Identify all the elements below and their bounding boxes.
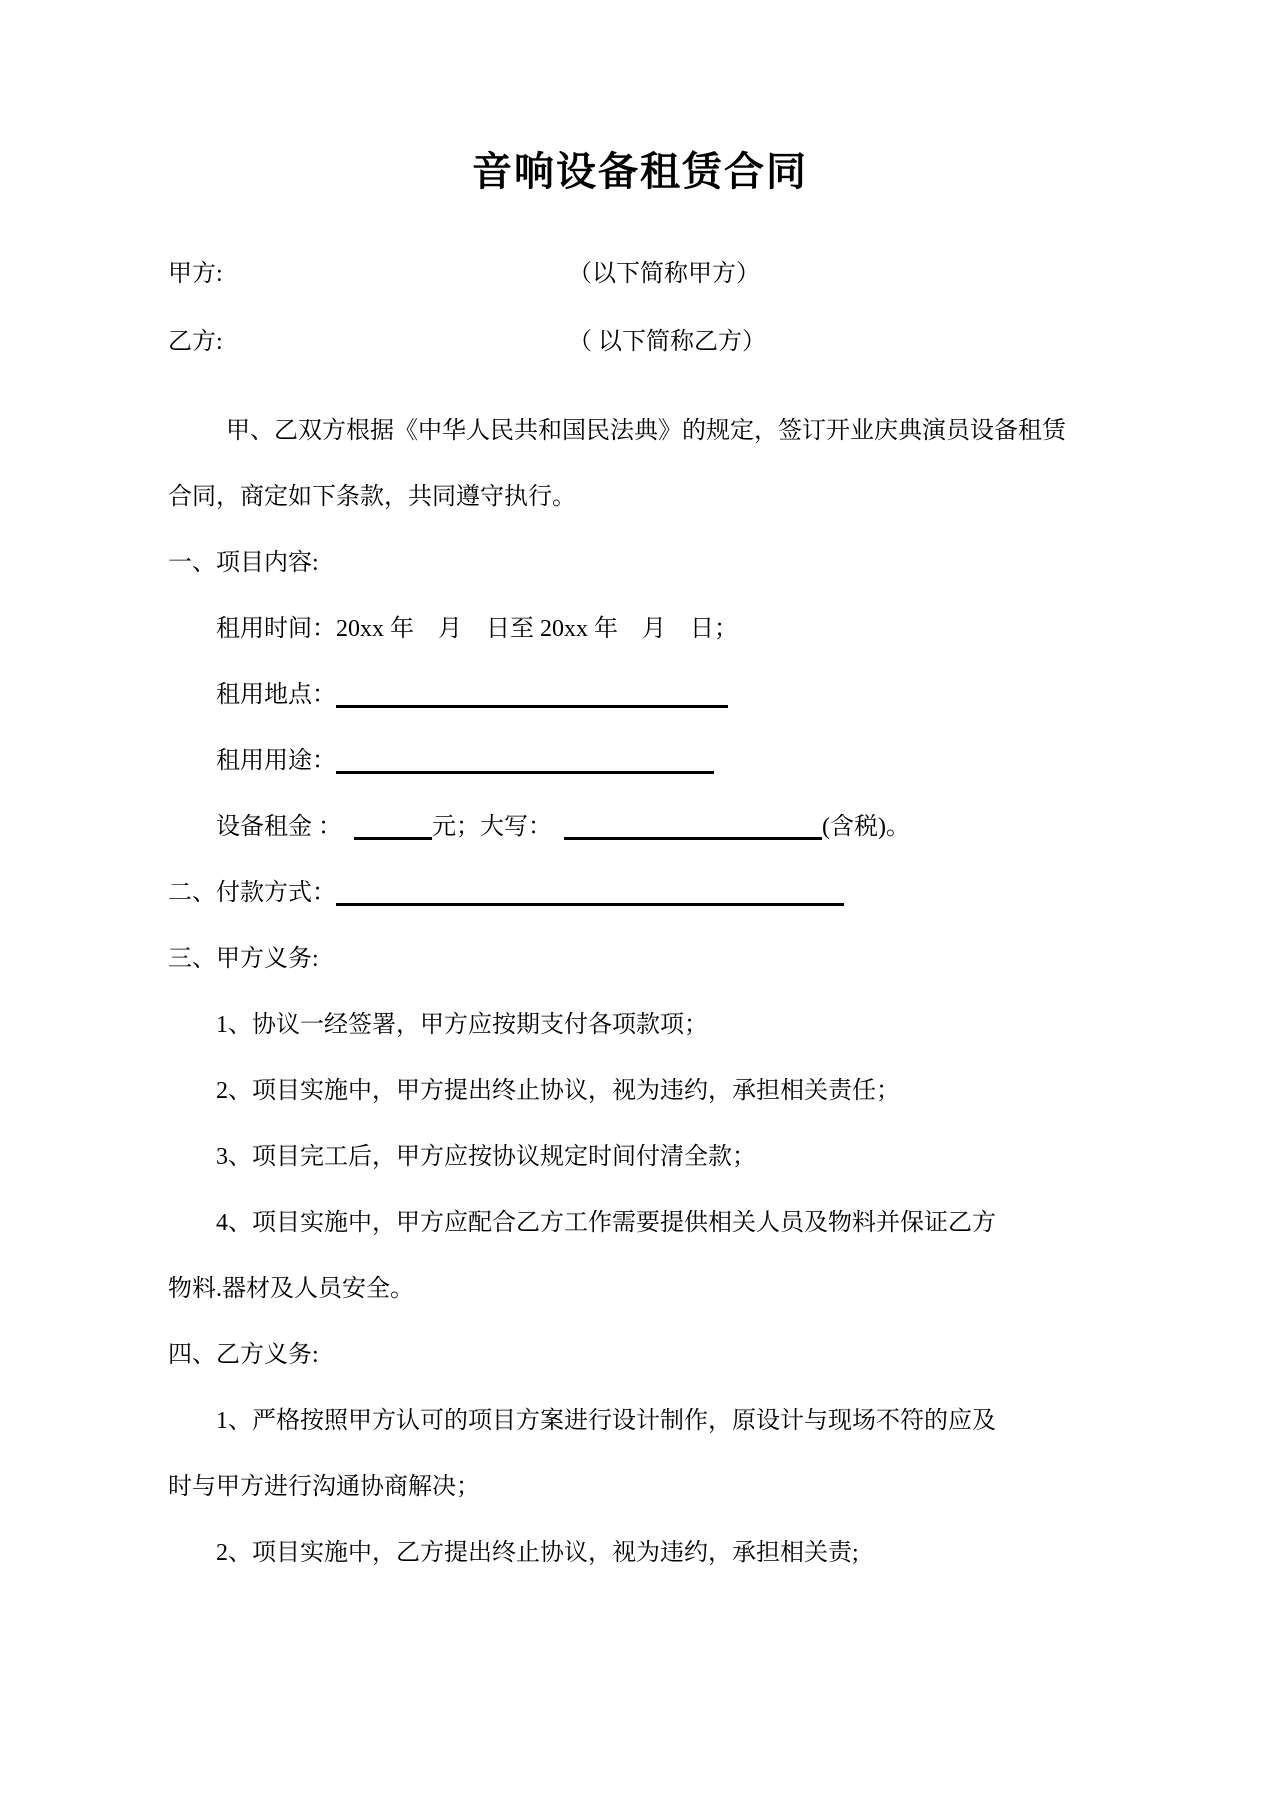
equipment-rent-capital-input[interactable]	[564, 837, 822, 840]
party-row-a	[168, 262, 1112, 286]
section-heading-party-a-duties-label: 三、甲方义务:	[168, 946, 319, 972]
equipment-rent-unit-label: 元；大写：	[432, 814, 552, 840]
equipment-rent-label: 设备租金 ：	[216, 814, 342, 840]
rental-place-input[interactable]	[336, 705, 728, 708]
section-heading-payment	[168, 860, 1112, 926]
parties-block	[168, 262, 1112, 354]
section-heading-party-b-duties-label: 四、乙方义务:	[168, 1342, 319, 1368]
list-item: 1、严格按照甲方认可的项目方案进行设计制作，原设计与现场不符的应及	[216, 1408, 996, 1434]
section-heading-party-b-duties	[168, 1322, 1112, 1388]
party-b-note: （ 以下简称乙方）	[568, 329, 766, 355]
equipment-rent-tax-note: (含税)。	[822, 814, 910, 840]
preamble-line-1: 甲、乙双方根据《中华人民共和国民法典》的规定，签订开业庆典演员设备租赁	[226, 418, 1066, 444]
payment-method-input[interactable]	[336, 903, 844, 906]
rental-place-row	[168, 662, 1112, 728]
list-item: 4、项目实施中，甲方应配合乙方工作需要提供相关人员及物料并保证乙方	[216, 1210, 996, 1236]
preamble-line-2: 合同，商定如下条款，共同遵守执行。	[168, 484, 576, 510]
rental-time-value: 20xx 年 月 日至 20xx 年 月 日；	[336, 616, 738, 642]
list-item: 1、协议一经签署，甲方应按期支付各项款项；	[216, 1012, 708, 1038]
rental-time-label: 租用时间：	[216, 616, 336, 642]
list-item-continuation: 时与甲方进行沟通协商解决；	[168, 1474, 480, 1500]
party-row-b	[168, 330, 1112, 354]
rental-purpose-label: 租用用途：	[216, 748, 336, 774]
list-item: 2、项目实施中，乙方提出终止协议，视为违约，承担相关责;	[216, 1540, 859, 1566]
rental-time-row	[168, 596, 1112, 662]
document-body	[168, 0, 1112, 1586]
list-item: 2、项目实施中，甲方提出终止协议，视为违约，承担相关责任；	[216, 1078, 900, 1104]
list-item: 3、项目完工后，甲方应按协议规定时间付清全款；	[216, 1144, 756, 1170]
section-heading-party-a-duties	[168, 926, 1112, 992]
equipment-rent-row	[168, 794, 1112, 860]
rental-purpose-input[interactable]	[336, 771, 714, 774]
section-heading-project-label: 一、项目内容:	[168, 550, 319, 576]
section-heading-payment-label: 二、付款方式：	[168, 880, 336, 906]
rental-place-label: 租用地点：	[216, 682, 336, 708]
party-a-label: 甲方:	[168, 261, 223, 287]
party-a-note: （以下简称甲方）	[568, 261, 760, 287]
section-heading-project	[168, 530, 1112, 596]
party-b-label: 乙方:	[168, 329, 223, 355]
equipment-rent-amount-input[interactable]	[354, 837, 432, 840]
list-item-continuation: 物料.器材及人员安全。	[168, 1276, 414, 1302]
page-title: 音响设备租赁合同	[472, 150, 808, 194]
rental-purpose-row	[168, 728, 1112, 794]
